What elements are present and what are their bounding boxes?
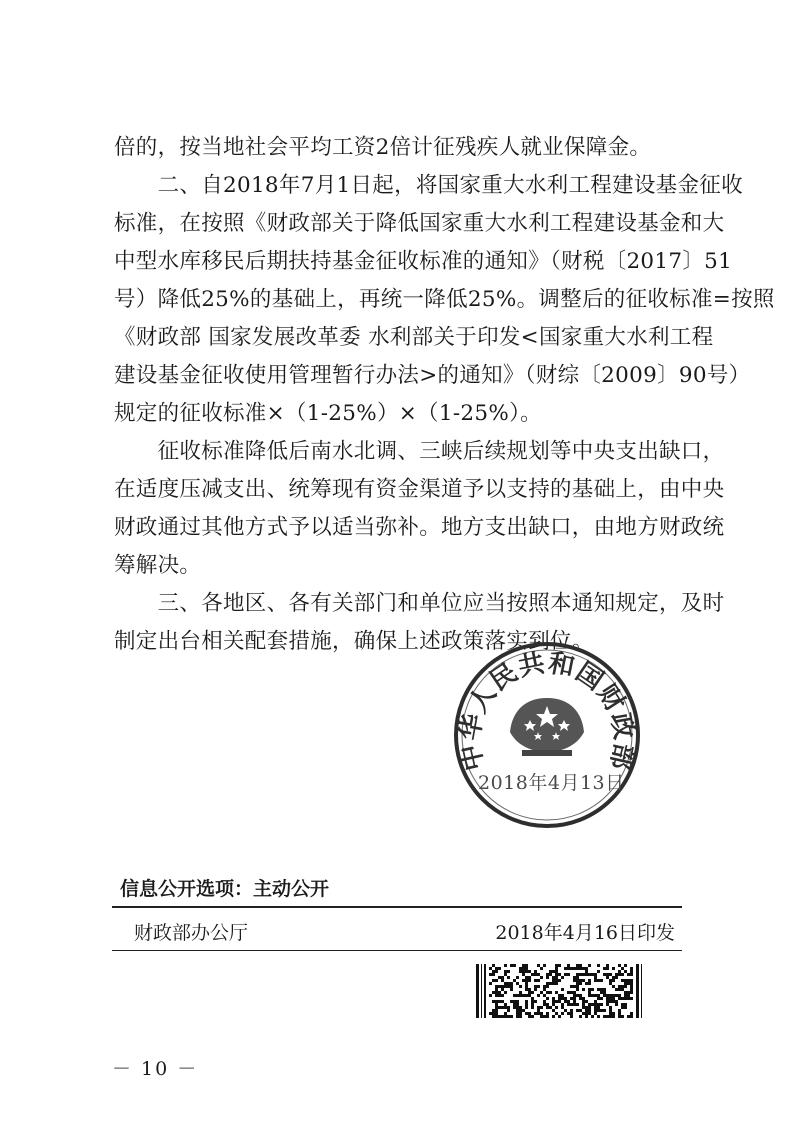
body-line: 在适度压减支出、统筹现有资金渠道予以支持的基础上，由中央 bbox=[114, 477, 725, 502]
body-line: 制定出台相关配套措施，确保上述政策落实到位。 bbox=[114, 629, 594, 654]
official-seal bbox=[452, 640, 642, 830]
body-line: 二、自2018年7月1日起，将国家重大水利工程建设基金征收 bbox=[114, 173, 743, 198]
issue-date: 2018年4月16日印发 bbox=[495, 922, 675, 944]
body-line: 筹解决。 bbox=[114, 553, 202, 578]
body-line: 规定的征收标准×（1-25%）×（1-25%）。 bbox=[114, 401, 542, 426]
body-line: 标准，在按照《财政部关于降低国家重大水利工程建设基金和大 bbox=[114, 211, 725, 236]
signature-date: 2018年4月13日 bbox=[478, 772, 625, 794]
divider bbox=[112, 906, 682, 908]
national-emblem-icon bbox=[510, 698, 584, 756]
info-disclosure-label: 信息公开选项：主动公开 bbox=[120, 878, 330, 900]
body-line: 倍的，按当地社会平均工资2倍计征残疾人就业保障金。 bbox=[114, 135, 652, 160]
body-line: 征收标准降低后南水北调、三峡后续规划等中央支出缺口， bbox=[114, 439, 725, 464]
seal-text: 中华人民共和国财政部 bbox=[455, 648, 639, 774]
page-number: － 10 － bbox=[112, 1058, 199, 1080]
body-line: 中型水库移民后期扶持基金征收标准的通知》（财税〔2017〕51 bbox=[114, 249, 733, 274]
body-line: 三、各地区、各有关部门和单位应当按照本通知规定，及时 bbox=[114, 591, 725, 616]
issuing-office: 财政部办公厅 bbox=[134, 922, 249, 944]
body-line: 《财政部 国家发展改革委 水利部关于印发<国家重大水利工程 bbox=[114, 325, 714, 350]
divider bbox=[112, 950, 682, 951]
body-line: 号）降低25%的基础上，再统一降低25%。调整后的征收标准=按照 bbox=[114, 287, 775, 312]
body-line: 建设基金征收使用管理暂行办法>的通知》（财综〔2009〕90号） bbox=[114, 363, 751, 388]
body-line: 财政通过其他方式予以适当弥补。地方支出缺口，由地方财政统 bbox=[114, 515, 725, 540]
barcode-icon bbox=[476, 964, 644, 1018]
